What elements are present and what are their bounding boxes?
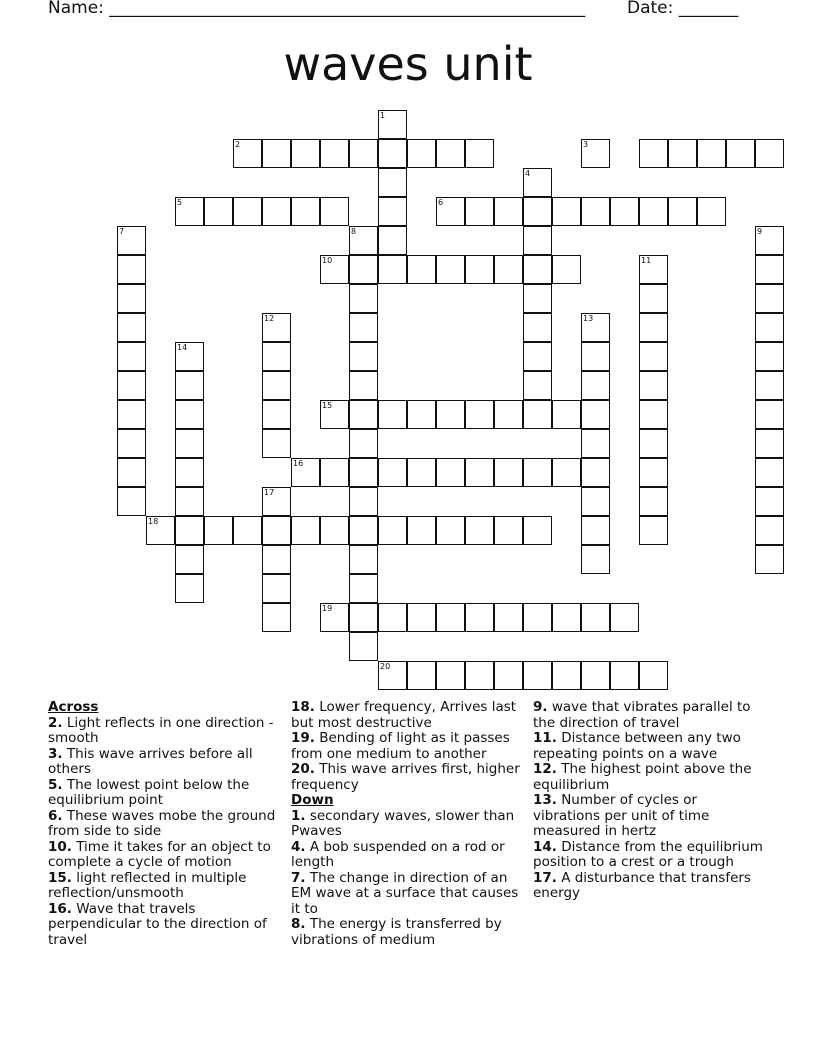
clue-text: The change in direction of an EM wave at a surface that causes it to [291,869,519,917]
crossword-cell[interactable] [436,139,465,168]
cell-number: 17 [264,488,275,497]
clue-column-1 [48,700,280,948]
crossword-cell[interactable] [320,139,349,168]
clue-item [291,871,523,918]
crossword-cell[interactable] [581,371,610,400]
clue-text: Distance from the equilibrium position to a crest or a trough [533,838,763,870]
crossword-cell[interactable] [407,139,436,168]
crossword-cell[interactable] [117,400,146,429]
clue-item [533,731,765,762]
crossword-cell[interactable] [494,197,523,226]
crossword-cell[interactable] [349,603,378,632]
crossword-cell[interactable] [349,487,378,516]
clue-item [533,700,765,731]
cell-number: 16 [293,459,304,468]
crossword-cell[interactable] [146,516,175,545]
crossword-cell[interactable] [378,458,407,487]
cell-number: 13 [583,314,594,323]
clue-number: 9. [533,699,548,715]
crossword-cell[interactable] [204,516,233,545]
cell-number: 6 [438,198,444,207]
crossword-cell[interactable] [349,313,378,342]
crossword-cell[interactable] [494,516,523,545]
clue-item [291,731,523,762]
crossword-cell[interactable] [639,458,668,487]
clue-item [533,793,765,840]
crossword-cell[interactable] [639,313,668,342]
crossword-cell[interactable] [349,574,378,603]
clue-item [48,840,280,871]
crossword-cell[interactable] [639,139,668,168]
clue-text: wave that vibrates parallel to the direction of travel [533,699,751,731]
clue-text: These waves mobe the ground from side to side [48,807,276,839]
cell-number: 9 [757,227,763,236]
crossword-cell[interactable] [610,603,639,632]
crossword-cell[interactable] [262,342,291,371]
crossword-cell[interactable] [668,197,697,226]
crossword-cell[interactable] [552,458,581,487]
crossword-cell[interactable] [755,139,784,168]
crossword-cell[interactable] [262,400,291,429]
crossword-cell[interactable] [494,458,523,487]
crossword-cell[interactable] [697,197,726,226]
crossword-cell[interactable] [523,458,552,487]
crossword-cell[interactable] [407,603,436,632]
cell-number: 7 [119,227,125,236]
clue-text: The lowest point below the equilibrium point [48,776,250,808]
crossword-cell[interactable] [523,197,552,226]
crossword-cell[interactable] [349,255,378,284]
crossword-cell[interactable] [117,487,146,516]
crossword-cell[interactable] [755,371,784,400]
clue-text: Number of cycles or vibrations per unit of time measured in hertz [533,792,710,839]
clue-number: 1. [291,807,306,824]
crossword-cell[interactable] [552,197,581,226]
crossword-cell[interactable] [320,197,349,226]
cell-number: 2 [235,140,241,149]
clue-number: 14. [533,838,557,855]
crossword-cell[interactable] [407,661,436,690]
crossword-cell[interactable] [581,313,610,342]
crossword-cell[interactable] [320,255,349,284]
crossword-cell[interactable] [349,371,378,400]
clue-number: 8. [291,916,306,932]
clue-item [291,700,523,731]
clue-number: 3. [48,745,63,762]
crossword-cell[interactable] [523,661,552,690]
crossword-cell[interactable] [639,197,668,226]
crossword-cell[interactable] [117,255,146,284]
clue-number: 20. [291,761,315,777]
crossword-cell[interactable] [755,284,784,313]
crossword-cell[interactable] [262,139,291,168]
down-heading: Down [291,792,334,808]
crossword-cell[interactable] [581,661,610,690]
clue-number: 17. [533,869,557,886]
crossword-cell[interactable] [726,139,755,168]
page-title: waves unit [283,37,533,91]
crossword-cell[interactable] [755,545,784,574]
crossword-cell[interactable] [755,255,784,284]
crossword-cell[interactable] [552,255,581,284]
clue-text: Time it takes for an object to complete a cycle of motion [48,838,271,870]
date-field-label[interactable]: Date: _______ [627,0,739,18]
crossword-cell[interactable] [523,400,552,429]
crossword-cell[interactable] [175,545,204,574]
clue-number: 13. [533,792,557,808]
crossword-cell[interactable] [349,226,378,255]
crossword-cell[interactable] [349,458,378,487]
crossword-cell[interactable] [378,139,407,168]
crossword-cell[interactable] [378,603,407,632]
cell-number: 12 [264,314,275,323]
crossword-cell[interactable] [581,197,610,226]
clue-number: 11. [533,730,557,746]
crossword-cell[interactable] [581,516,610,545]
clue-number: 10. [48,838,72,855]
crossword-cell[interactable] [320,400,349,429]
crossword-cell[interactable] [204,197,233,226]
crossword-cell[interactable] [755,458,784,487]
crossword-cell[interactable] [349,632,378,661]
clue-item [291,917,523,948]
crossword-cell[interactable] [407,400,436,429]
cell-number: 5 [177,198,183,207]
crossword-cell[interactable] [581,429,610,458]
crossword-cell[interactable] [175,574,204,603]
crossword-cell[interactable] [755,516,784,545]
crossword-cell[interactable] [494,603,523,632]
crossword-cell[interactable] [436,197,465,226]
clue-number: 16. [48,900,72,917]
crossword-cell[interactable] [465,255,494,284]
crossword-cell[interactable] [639,255,668,284]
crossword-cell[interactable] [262,487,291,516]
crossword-cell[interactable] [117,429,146,458]
crossword-cell[interactable] [175,516,204,545]
crossword-cell[interactable] [465,516,494,545]
crossword-cell[interactable] [291,516,320,545]
crossword-cell[interactable] [320,458,349,487]
crossword-cell[interactable] [233,139,262,168]
clue-text: Bending of light as it passes from one medium to another [291,730,510,762]
crossword-cell[interactable] [175,458,204,487]
crossword-cell[interactable] [755,226,784,255]
crossword-cell[interactable] [494,661,523,690]
clue-item [48,716,280,747]
crossword-cell[interactable] [262,429,291,458]
crossword-cell[interactable] [407,255,436,284]
crossword-cell[interactable] [639,487,668,516]
crossword-cell[interactable] [349,139,378,168]
crossword-cell[interactable] [262,313,291,342]
crossword-cell[interactable] [523,226,552,255]
clue-item [533,840,765,871]
crossword-cell[interactable] [175,197,204,226]
cell-number: 19 [322,604,333,613]
crossword-cell[interactable] [552,400,581,429]
clue-text: Light reflects in one direction -smooth [48,714,274,746]
clue-number: 7. [291,869,306,886]
crossword-cell[interactable] [523,168,552,197]
crossword-cell[interactable] [755,400,784,429]
cell-number: 11 [641,256,652,265]
crossword-cell[interactable] [175,371,204,400]
crossword-cell[interactable] [378,516,407,545]
clue-number: 19. [291,730,315,746]
crossword-cell[interactable] [523,342,552,371]
clue-text: This wave arrives first, higher frequency [291,761,520,793]
crossword-cell[interactable] [610,197,639,226]
crossword-cell[interactable] [639,342,668,371]
crossword-cell[interactable] [436,400,465,429]
cell-number: 3 [583,140,589,149]
crossword-cell[interactable] [523,516,552,545]
crossword-cell[interactable] [117,342,146,371]
crossword-cell[interactable] [523,284,552,313]
crossword-cell[interactable] [465,661,494,690]
crossword-cell[interactable] [639,661,668,690]
clue-item [48,902,280,949]
crossword-cell[interactable] [581,458,610,487]
crossword-cell[interactable] [233,516,262,545]
crossword-cell[interactable] [436,255,465,284]
crossword-cell[interactable] [175,429,204,458]
crossword-cell[interactable] [291,458,320,487]
crossword-cell[interactable] [117,371,146,400]
crossword-cell[interactable] [262,603,291,632]
cell-number: 20 [380,662,391,671]
crossword-cell[interactable] [349,342,378,371]
crossword-cell[interactable] [378,168,407,197]
crossword-cell[interactable] [378,400,407,429]
crossword-cell[interactable] [436,458,465,487]
crossword-cell[interactable] [320,603,349,632]
crossword-cell[interactable] [291,139,320,168]
crossword-cell[interactable] [349,429,378,458]
crossword-cell[interactable] [436,603,465,632]
crossword-cell[interactable] [407,458,436,487]
cell-number: 8 [351,227,357,236]
clue-text: Wave that travels perpendicular to the direction of travel [48,900,267,948]
crossword-cell[interactable] [523,371,552,400]
clue-number: 4. [291,838,306,855]
crossword-cell[interactable] [465,458,494,487]
crossword-cell[interactable] [262,516,291,545]
crossword-cell[interactable] [639,284,668,313]
crossword-cell[interactable] [639,429,668,458]
clue-text: A bob suspended on a rod or length [291,838,505,870]
cell-number: 15 [322,401,333,410]
crossword-cell[interactable] [349,400,378,429]
crossword-cell[interactable] [117,313,146,342]
clue-text: Lower frequency, Arrives last but most destructive [291,699,517,731]
crossword-cell[interactable] [552,661,581,690]
crossword-cell[interactable] [175,400,204,429]
crossword-cell[interactable] [465,603,494,632]
clue-item [48,809,280,840]
crossword-cell[interactable] [639,400,668,429]
crossword-cell[interactable] [117,458,146,487]
crossword-cell[interactable] [175,342,204,371]
cell-number: 14 [177,343,188,352]
crossword-cell[interactable] [639,371,668,400]
clue-number: 6. [48,807,63,824]
clue-item [533,762,765,793]
clue-item [48,871,280,902]
crossword-cell[interactable] [581,139,610,168]
clue-text: This wave arrives before all others [48,745,253,777]
clue-number: 5. [48,776,63,793]
crossword-cell[interactable] [117,284,146,313]
crossword-cell[interactable] [581,342,610,371]
crossword-cell[interactable] [233,197,262,226]
crossword-cell[interactable] [262,371,291,400]
crossword-cell[interactable] [465,197,494,226]
cell-number: 4 [525,169,531,178]
clue-text: The energy is transferred by vibrations of medium [291,916,502,948]
crossword-cell[interactable] [262,545,291,574]
crossword-cell[interactable] [697,139,726,168]
name-field-label[interactable]: Name: ________________________________________________________ [48,0,586,18]
clue-item [48,747,280,778]
crossword-cell[interactable] [581,545,610,574]
crossword-cell[interactable] [755,313,784,342]
crossword-cell[interactable] [378,255,407,284]
clue-number: 15. [48,869,72,886]
crossword-cell[interactable] [291,197,320,226]
crossword-cell[interactable] [755,429,784,458]
crossword-cell[interactable] [349,516,378,545]
crossword-cell[interactable] [523,603,552,632]
clue-list-across-cont [291,700,523,793]
cell-number: 18 [148,517,159,526]
crossword-cell[interactable] [639,516,668,545]
clue-number: 18. [291,699,315,715]
crossword-cell[interactable] [349,284,378,313]
crossword-cell[interactable] [175,487,204,516]
crossword-cell[interactable] [755,487,784,516]
crossword-cell[interactable] [755,342,784,371]
crossword-cell[interactable] [320,516,349,545]
clue-list-down [291,809,523,949]
crossword-cell[interactable] [349,545,378,574]
crossword-cell[interactable] [407,516,436,545]
clue-number: 2. [48,714,63,731]
clue-column-3 [533,700,765,902]
crossword-cell[interactable] [668,139,697,168]
crossword-cell[interactable] [436,516,465,545]
clue-number: 12. [533,761,557,777]
across-heading: Across [48,699,99,715]
crossword-cell[interactable] [465,400,494,429]
clue-text: The highest point above the equilibrium [533,761,752,793]
clue-column-2 [291,700,523,948]
clue-item [291,762,523,793]
clue-text: Distance between any two repeating points on a wave [533,730,741,762]
clue-text: A disturbance that transfers energy [533,869,751,901]
clue-text: light reflected in multiple reflection/unsmooth [48,869,247,901]
crossword-cell[interactable] [378,661,407,690]
cell-number: 1 [380,111,386,120]
clue-item [291,840,523,871]
crossword-cell[interactable] [581,487,610,516]
crossword-cell[interactable] [378,197,407,226]
crossword-cell[interactable] [494,255,523,284]
crossword-cell[interactable] [523,255,552,284]
crossword-cell[interactable] [465,139,494,168]
crossword-cell[interactable] [117,226,146,255]
crossword-cell[interactable] [378,226,407,255]
crossword-cell[interactable] [581,400,610,429]
crossword-cell[interactable] [552,603,581,632]
crossword-cell[interactable] [262,197,291,226]
crossword-cell[interactable] [378,110,407,139]
crossword-cell[interactable] [610,661,639,690]
crossword-cell[interactable] [262,574,291,603]
clue-text: secondary waves, slower than Pwaves [291,807,515,839]
clue-item [48,778,280,809]
clue-item [533,871,765,902]
cell-number: 10 [322,256,333,265]
crossword-cell[interactable] [436,661,465,690]
crossword-cell[interactable] [523,313,552,342]
crossword-cell[interactable] [581,603,610,632]
crossword-cell[interactable] [494,400,523,429]
clue-item [291,809,523,840]
